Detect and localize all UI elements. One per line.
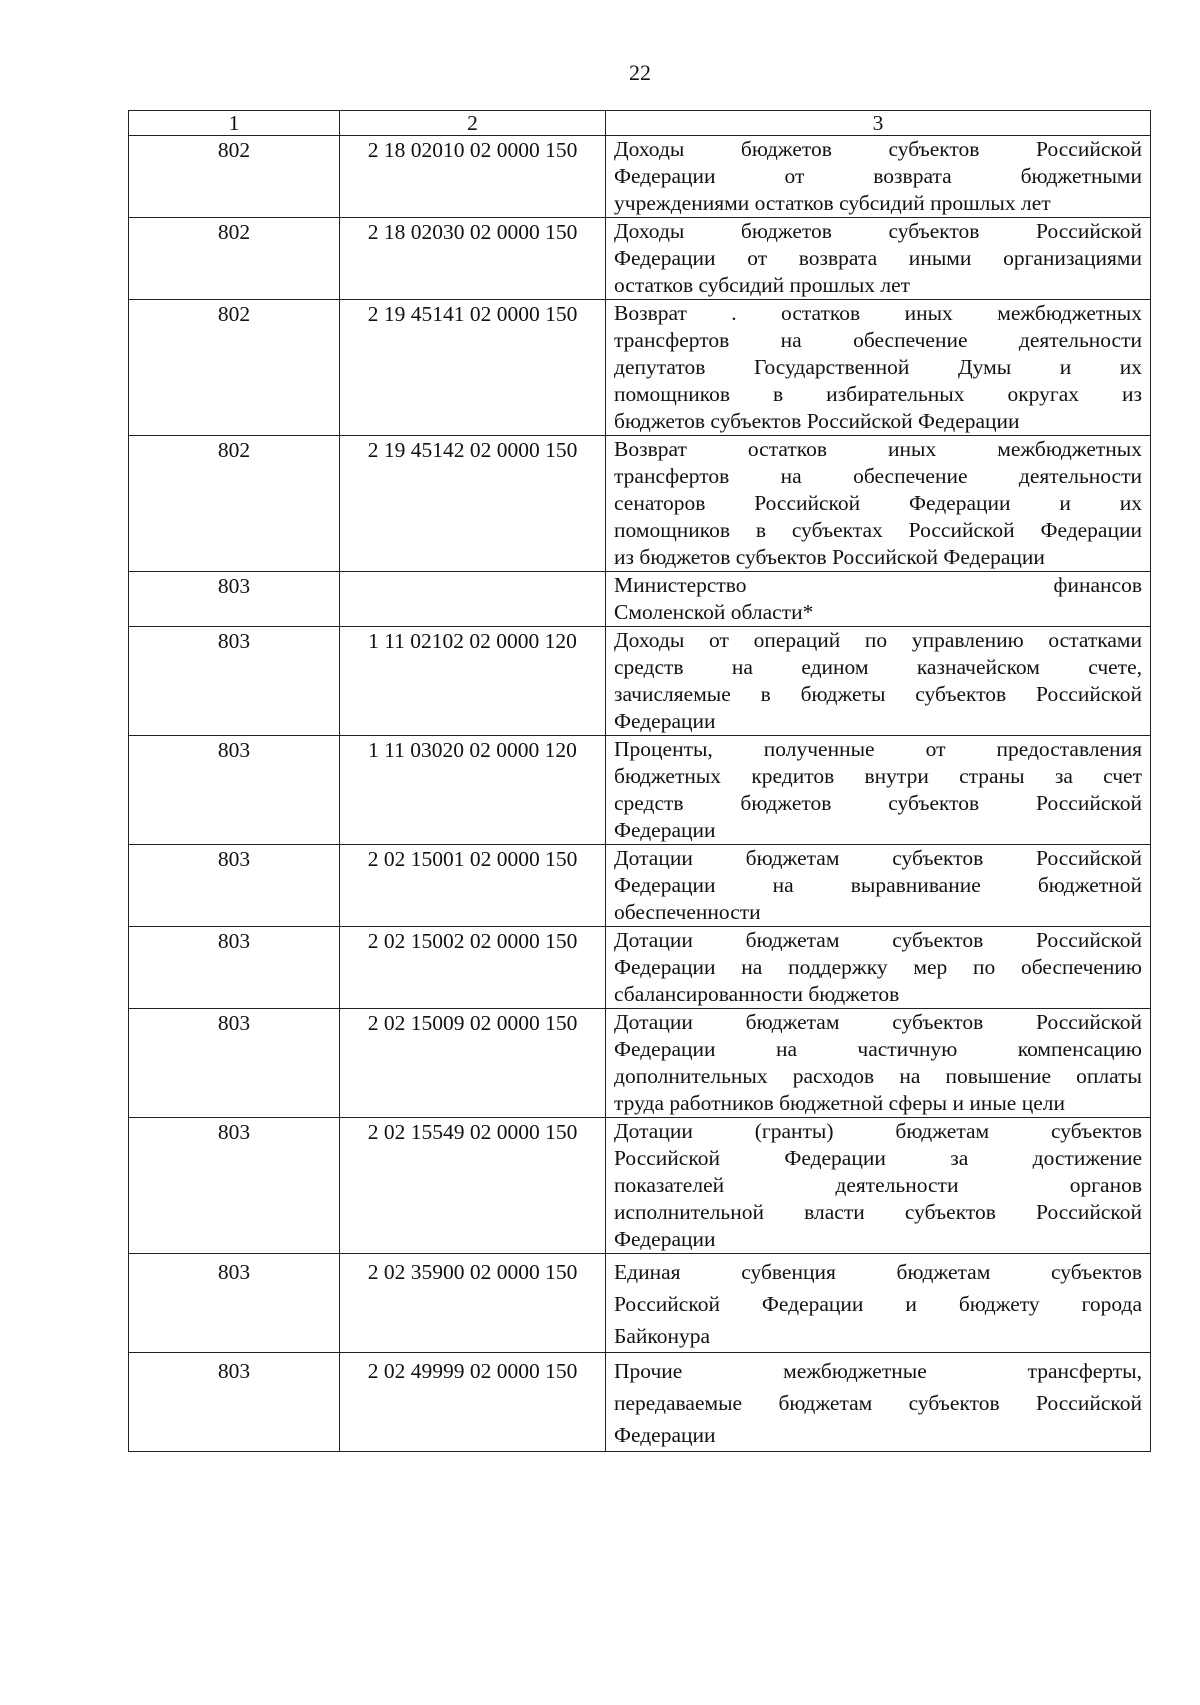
table-row	[129, 218, 1151, 300]
budget-classification-code-cell	[340, 572, 606, 627]
description-line: трансфертов на обеспечение деятельности	[614, 464, 1142, 488]
table-row	[129, 1254, 1151, 1353]
description-line: средств бюджетов субъектов Российской	[614, 791, 1142, 815]
description-line: Российской Федерации и бюджету города	[614, 1292, 1142, 1316]
description-line: Российской Федерации за достижение	[614, 1146, 1142, 1170]
income-description-cell	[606, 1353, 1151, 1452]
description-line: Федерации	[614, 818, 716, 842]
description-line: депутатов Государственной Думы и их	[614, 355, 1142, 379]
description-line: бюджетных кредитов внутри страны за счет	[614, 764, 1142, 788]
description-line: Федерации на выравнивание бюджетной	[614, 873, 1142, 897]
description-line: средств на едином казначейском счете,	[614, 655, 1142, 679]
budget-classification-code-cell: 2 19 45141 02 0000 150	[340, 300, 606, 436]
column-header-3: 3	[606, 111, 1151, 136]
column-header-2: 2	[340, 111, 606, 136]
administrator-code-cell: 803	[129, 1254, 340, 1353]
budget-classification-code-cell: 2 02 15549 02 0000 150	[340, 1118, 606, 1254]
table-row	[129, 1353, 1151, 1452]
income-description-cell	[606, 300, 1151, 436]
income-description-cell	[606, 136, 1151, 218]
description-line: остатков субсидий прошлых лет	[614, 273, 911, 297]
administrator-code-cell: 803	[129, 927, 340, 1009]
administrator-code-cell: 802	[129, 300, 340, 436]
table-header-row	[129, 111, 1151, 136]
description-line: учреждениями остатков субсидий прошлых лет	[614, 191, 1051, 215]
budget-classification-code-cell: 2 02 15009 02 0000 150	[340, 1009, 606, 1118]
budget-classification-code-cell: 2 18 02030 02 0000 150	[340, 218, 606, 300]
description-line: Федерации	[614, 1227, 716, 1251]
budget-classification-code-cell: 1 11 02102 02 0000 120	[340, 627, 606, 736]
table-row	[129, 736, 1151, 845]
table-row	[129, 436, 1151, 572]
income-description-cell	[606, 1254, 1151, 1353]
description-line: сенаторов Российской Федерации и их	[614, 491, 1142, 515]
administrator-code-cell: 802	[129, 436, 340, 572]
description-line: Федерации	[614, 1423, 716, 1447]
table-row	[129, 1009, 1151, 1118]
table-row	[129, 627, 1151, 736]
description-line: Министерство финансов	[614, 573, 1142, 597]
income-description-cell	[606, 927, 1151, 1009]
description-line: исполнительной власти субъектов Российской	[614, 1200, 1142, 1224]
description-line: Федерации от возврата бюджетными	[614, 164, 1142, 188]
description-line: Федерации на поддержку мер по обеспечению	[614, 955, 1142, 979]
description-line: зачисляемые в бюджеты субъектов Российской	[614, 682, 1142, 706]
administrator-code-cell: 803	[129, 1118, 340, 1254]
income-description-cell	[606, 627, 1151, 736]
description-line: Доходы бюджетов субъектов Российской	[614, 219, 1142, 243]
description-line: труда работников бюджетной сферы и иные цели	[614, 1091, 1065, 1115]
description-line: Доходы бюджетов субъектов Российской	[614, 137, 1142, 161]
description-line: Дотации бюджетам субъектов Российской	[614, 846, 1142, 870]
administrator-code-cell: 803	[129, 627, 340, 736]
income-description-cell	[606, 736, 1151, 845]
description-line: Возврат . остатков иных межбюджетных	[614, 301, 1142, 325]
description-line: Смоленской области*	[614, 600, 814, 624]
description-line: сбалансированности бюджетов	[614, 982, 900, 1006]
table-row	[129, 927, 1151, 1009]
description-line: Доходы от операций по управлению остатками	[614, 628, 1142, 652]
administrator-code-cell: 803	[129, 845, 340, 927]
budget-classification-code-cell: 1 11 03020 02 0000 120	[340, 736, 606, 845]
page-number: 22	[629, 60, 651, 85]
table-row	[129, 1118, 1151, 1254]
description-line: помощников в субъектах Российской Федерации	[614, 518, 1142, 542]
table-body	[129, 136, 1151, 1452]
description-line: Федерации на частичную компенсацию	[614, 1037, 1142, 1061]
income-description-cell	[606, 845, 1151, 927]
budget-classification-code-cell: 2 02 49999 02 0000 150	[340, 1353, 606, 1452]
budget-codes-table	[128, 110, 1151, 1452]
description-line: трансфертов на обеспечение деятельности	[614, 328, 1142, 352]
description-line: Дотации бюджетам субъектов Российской	[614, 928, 1142, 952]
budget-classification-code-cell: 2 02 15001 02 0000 150	[340, 845, 606, 927]
description-line: Единая субвенция бюджетам субъектов	[614, 1260, 1142, 1284]
table-row	[129, 136, 1151, 218]
description-line: Прочие межбюджетные трансферты,	[614, 1359, 1142, 1383]
description-line: Байконура	[614, 1324, 711, 1348]
budget-classification-code-cell: 2 02 15002 02 0000 150	[340, 927, 606, 1009]
description-line: Федерации	[614, 709, 716, 733]
table-row	[129, 845, 1151, 927]
description-line: обеспеченности	[614, 900, 761, 924]
table-row	[129, 300, 1151, 436]
description-line: дополнительных расходов на повышение оплаты	[614, 1064, 1142, 1088]
description-line: Дотации бюджетам субъектов Российской	[614, 1010, 1142, 1034]
budget-classification-code-cell: 2 02 35900 02 0000 150	[340, 1254, 606, 1353]
income-description-cell	[606, 218, 1151, 300]
administrator-code-cell: 802	[129, 136, 340, 218]
column-header-1: 1	[129, 111, 340, 136]
description-line: из бюджетов субъектов Российской Федерации	[614, 545, 1045, 569]
description-line: Возврат остатков иных межбюджетных	[614, 437, 1142, 461]
income-description-cell	[606, 1118, 1151, 1254]
income-description-cell	[606, 572, 1151, 627]
budget-classification-code-cell: 2 18 02010 02 0000 150	[340, 136, 606, 218]
description-line: Федерации от возврата иными организациями	[614, 246, 1142, 270]
description-line: показателей деятельности органов	[614, 1173, 1142, 1197]
description-line: Дотации (гранты) бюджетам субъектов	[614, 1119, 1142, 1143]
description-line: передаваемые бюджетам субъектов Российской	[614, 1391, 1142, 1415]
income-description-cell	[606, 436, 1151, 572]
description-line: помощников в избирательных округах из	[614, 382, 1142, 406]
administrator-code-cell: 802	[129, 218, 340, 300]
description-line: бюджетов субъектов Российской Федерации	[614, 409, 1020, 433]
income-description-cell	[606, 1009, 1151, 1118]
administrator-code-cell: 803	[129, 736, 340, 845]
administrator-code-cell: 803	[129, 1009, 340, 1118]
description-line: Проценты, полученные от предоставления	[614, 737, 1142, 761]
budget-classification-code-cell: 2 19 45142 02 0000 150	[340, 436, 606, 572]
table-row	[129, 572, 1151, 627]
administrator-code-cell: 803	[129, 1353, 340, 1452]
administrator-code-cell: 803	[129, 572, 340, 627]
